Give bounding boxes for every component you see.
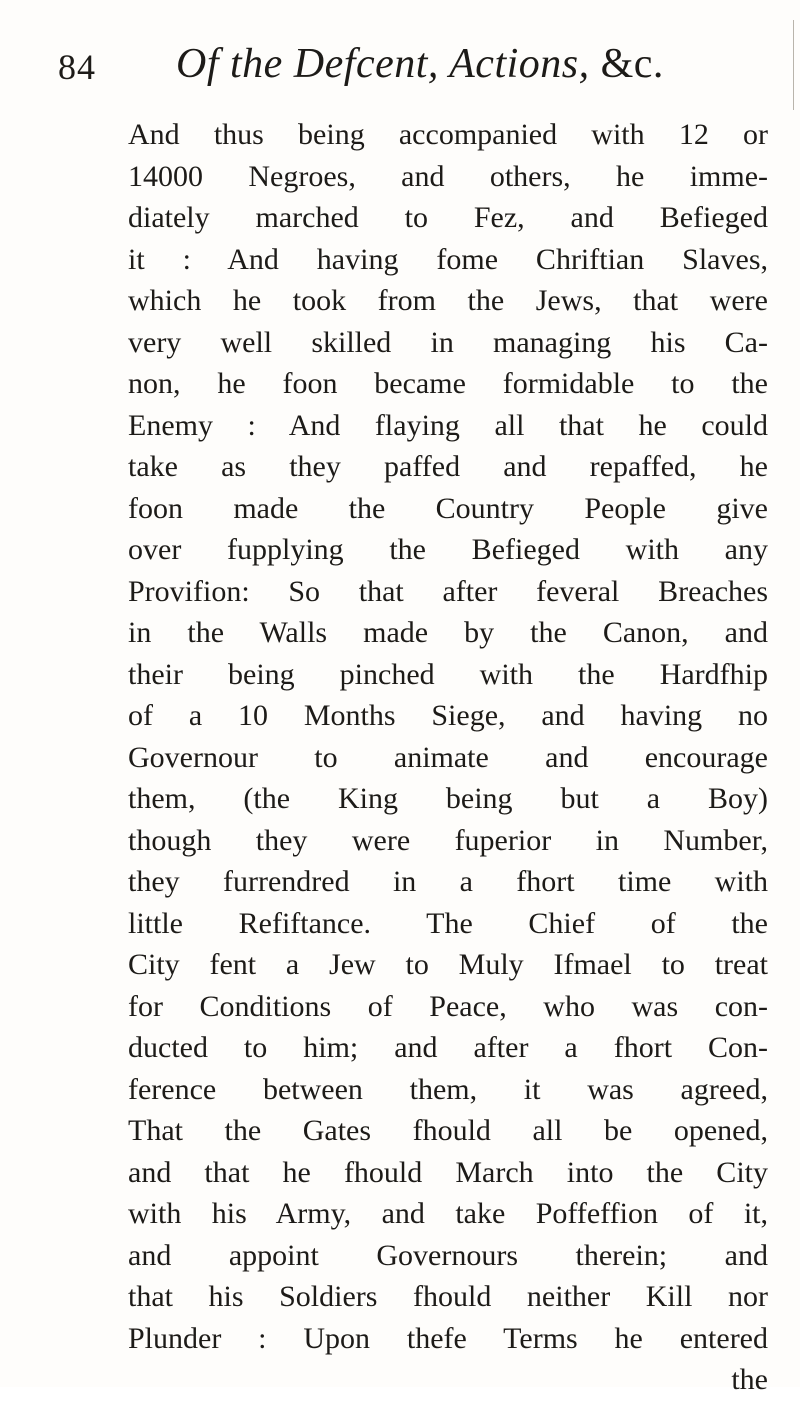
- text-line: very well skilled in managing his Ca-: [128, 325, 768, 359]
- text-line: Plunder : Upon thefe Terms he entered: [128, 1321, 768, 1355]
- text-line: diately marched to Fez, and Befieged: [128, 201, 768, 234]
- text-line: for Conditions of Peace, who was con-: [128, 989, 768, 1023]
- text-line: of a 10 Months Siege, and having no: [128, 699, 768, 732]
- text-line: Enemy : And flaying all that he could: [128, 408, 768, 442]
- text-line: and that he fhould March into the City: [128, 1155, 768, 1189]
- text-line: ference between them, it was agreed,: [128, 1072, 768, 1106]
- text-line: 14000 Negroes, and others, he imme-: [128, 159, 768, 193]
- text-line: And thus being accompanied with 12 or: [128, 118, 768, 151]
- text-line: Governour to animate and encourage: [128, 740, 768, 774]
- text-line: their being pinched with the Hardfhip: [128, 657, 768, 691]
- page-edge-shadow: [793, 20, 794, 110]
- body-text: [128, 114, 768, 1401]
- text-line: City fent a Jew to Muly Ifmael to treat: [128, 948, 768, 981]
- text-line: they furrendred in a fhort time with: [128, 865, 768, 898]
- running-head: [176, 40, 664, 88]
- text-line: with his Army, and take Poffeffion of it,: [128, 1197, 768, 1230]
- text-line: Provifion: So that after feveral Breaches: [128, 574, 768, 608]
- text-line: foon made the Country People give: [128, 491, 768, 525]
- text-line: little Refiftance. The Chief of the: [128, 906, 768, 940]
- text-line: and appoint Governours therein; and: [128, 1238, 768, 1272]
- text-line: it : And having fome Chriftian Slaves,: [128, 242, 768, 276]
- text-line: take as they paffed and repaffed, he: [128, 450, 768, 483]
- page-number: 84: [58, 47, 96, 87]
- text-line: though they were fuperior in Number,: [128, 823, 768, 857]
- text-line: non, he foon became formidable to the: [128, 367, 768, 400]
- text-line: That the Gates fhould all be opened,: [128, 1114, 768, 1147]
- text-line: that his Soldiers fhould neither Kill nor: [128, 1280, 768, 1313]
- catchword: the: [731, 1363, 768, 1396]
- text-line: which he took from the Jews, that were: [128, 284, 768, 317]
- running-head-title: Of the Defcent, Actions,: [176, 41, 590, 87]
- page-header: [58, 38, 758, 98]
- text-line: over fupplying the Befieged with any: [128, 533, 768, 566]
- text-line: in the Walls made by the Canon, and: [128, 616, 768, 649]
- running-head-etc: &c.: [600, 41, 664, 87]
- text-line: ducted to him; and after a fhort Con-: [128, 1031, 768, 1064]
- text-line: them, (the King being but a Boy): [128, 782, 768, 815]
